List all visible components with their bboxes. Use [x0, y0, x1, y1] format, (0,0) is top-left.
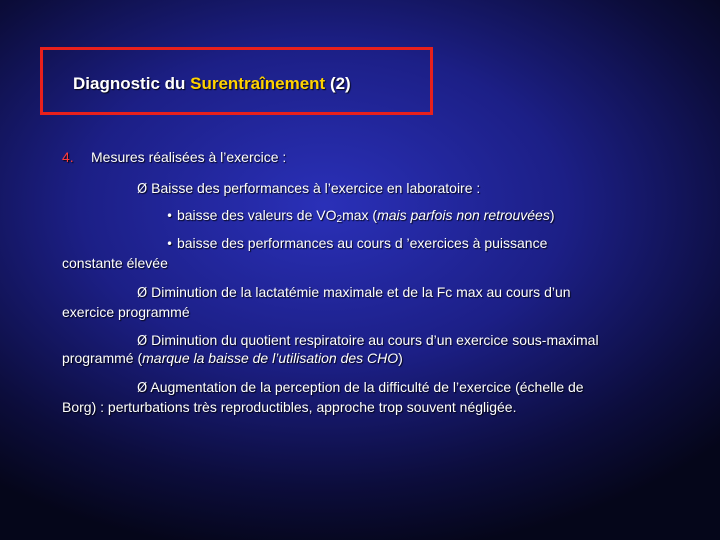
slide-title [73, 74, 351, 94]
dot-bullet-icon: • [166, 209, 174, 223]
arrow-bullet-icon: Ø [137, 334, 148, 349]
sub-item-1a-subscript: 2 [336, 214, 343, 225]
arrow-bullet-icon: Ø [137, 381, 148, 396]
sub-item-1a-text-pre: baisse des valeurs de VO [176, 207, 337, 223]
item-number: 4. [62, 149, 74, 165]
sub-item-3-italic: marque la baisse de l’utilisation des CHO [142, 350, 399, 366]
sub-item-2-text-line1: Diminution de la lactatémie maximale et de la Fc max au cours d’un [151, 284, 571, 300]
title-text-part1: Diagnostic du [73, 74, 191, 93]
sub-item-2-line2: exercice programmé [62, 304, 190, 320]
dot-bullet-icon: • [166, 237, 174, 251]
arrow-bullet-icon: Ø [137, 286, 148, 301]
sub-item-1a-text-post: ) [549, 207, 555, 223]
sub-item-4-line1 [137, 377, 584, 399]
sub-item-1b-text-line1: baisse des performances au cours d ’exercices à puissance [176, 235, 548, 251]
sub-item-3-text-post: ) [398, 350, 403, 366]
sub-item-3-text-line1: Diminution du quotient respiratoire au cours d’un exercice sous-maximal [151, 332, 599, 348]
sub-item-1b-line1 [166, 233, 547, 254]
sub-item-1a [166, 205, 555, 226]
sub-item-1 [137, 178, 480, 200]
sub-item-3-text-pre: programmé ( [62, 350, 143, 366]
sub-item-1a-text-mid: max ( [342, 207, 378, 223]
title-highlight: Surentraînement [190, 74, 326, 93]
sub-item-1-text: Baisse des performances à l’exercice en laboratoire : [151, 180, 481, 196]
sub-item-4-line2: Borg) : perturbations très reproductibles, approche trop souvent négligée. [62, 399, 517, 415]
sub-item-2-line1 [137, 282, 571, 304]
sub-item-1b-line2: constante élevée [62, 255, 168, 271]
arrow-bullet-icon: Ø [137, 182, 148, 197]
sub-item-4-text-line1: Augmentation de la perception de la difficulté de l’exercice (échelle de [150, 379, 584, 395]
sub-item-3-line2 [62, 348, 403, 368]
item-heading: Mesures réalisées à l’exercice : [91, 149, 287, 165]
sub-item-1a-italic: mais parfois non retrouvées [377, 207, 550, 223]
title-text-part2: (2) [325, 74, 351, 93]
